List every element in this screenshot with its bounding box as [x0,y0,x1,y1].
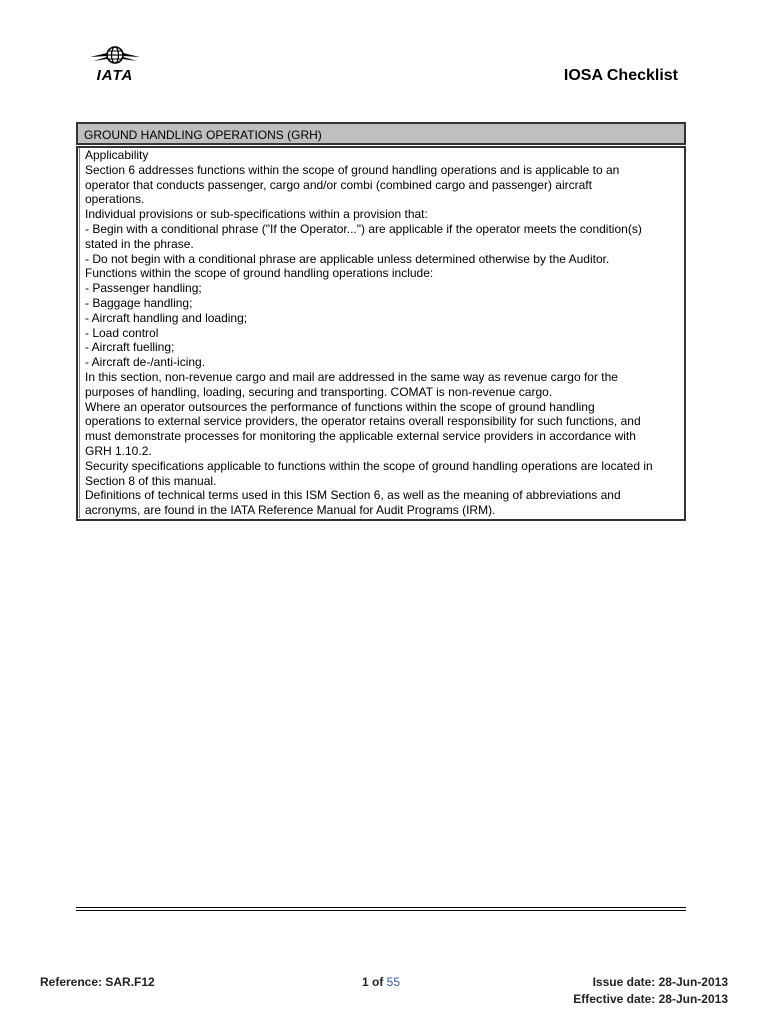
text-line: - Baggage handling; [85,295,193,310]
reference-label: Reference: SAR.F12 [40,975,155,989]
page-current: 1 of [362,975,387,989]
text-line: - Load control [85,325,159,340]
iata-logo [88,44,142,86]
text-line: acronyms, are found in the IATA Reference Manual for Audit Programs (IRM). [85,503,496,518]
text-line: Individual provisions or sub-specifications within a provision that: [85,207,428,222]
text-line: - Passenger handling; [85,281,202,296]
text-line: In this section, non-revenue cargo and mail are addressed in the same way as revenue cargo for the [85,369,618,384]
text-line: purposes of handling, loading, securing and transporting. COMAT is non-revenue cargo. [85,384,553,399]
text-line: GRH 1.10.2. [85,443,152,458]
text-line: stated in the phrase. [85,236,194,251]
text-line: Functions within the scope of ground handling operations include: [85,266,434,281]
section-box [76,122,686,521]
logo-text: IATA [96,67,134,84]
text-line: Section 8 of this manual. [85,473,217,488]
text-line: - Do not begin with a conditional phrase are applicable unless determined otherwise by the Auditor. [85,251,610,266]
effective-date: Effective date: 28-Jun-2013 [573,992,728,1006]
page-number [362,975,400,989]
section-text [79,148,678,518]
text-line: Where an operator outsources the performance of functions within the scope of ground handling [85,399,595,414]
section-heading: GROUND HANDLING OPERATIONS (GRH) [76,122,686,145]
text-line: - Begin with a conditional phrase ("If the Operator...") are applicable if the operator meets the condition(s) [85,221,642,236]
text-line: - Aircraft fuelling; [85,340,175,355]
text-line: operations. [85,192,145,207]
text-line: Applicability [85,148,149,162]
text-line: Section 6 addresses functions within the scope of ground handling operations and is applicable to an [85,162,620,177]
page-total: 55 [386,975,401,989]
section-body [76,146,686,521]
text-line: - Aircraft handling and loading; [85,310,248,325]
issue-date: Issue date: 28-Jun-2013 [592,975,728,989]
text-line: - Aircraft de-/anti-icing. [85,355,206,370]
text-line: must demonstrate processes for monitoring the applicable external service providers in accordance with [85,429,636,444]
text-line: operator that conducts passenger, cargo and/or combi (combined cargo and passenger) aircraft [85,177,592,192]
text-line: Definitions of technical terms used in this ISM Section 6, as well as the meaning of abbreviations and [85,488,621,503]
document-title: IOSA Checklist [563,67,678,84]
footer-divider [76,907,686,911]
text-line: operations to external service providers, the operator retains overall responsibility for such functions, and [85,414,641,429]
text-line: Security specifications applicable to functions within the scope of ground handling operations are located in [85,458,653,473]
